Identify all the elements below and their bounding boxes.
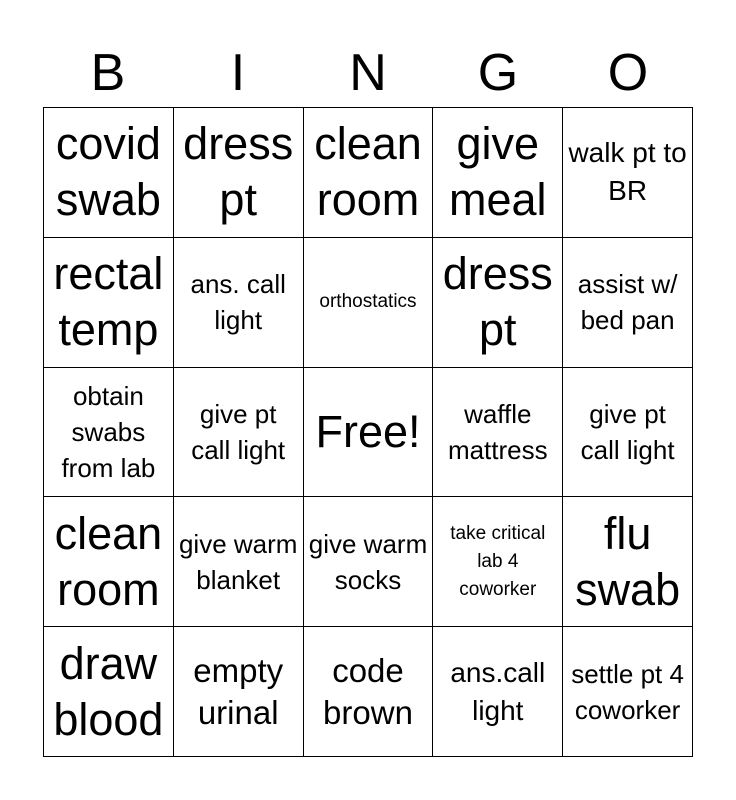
bingo-cell-r1-c5[interactable] bbox=[563, 108, 693, 238]
bingo-cell-r5-c2[interactable] bbox=[174, 627, 304, 757]
bingo-cell-r2-c1[interactable] bbox=[44, 238, 174, 368]
bingo-cell-r4-c2[interactable] bbox=[174, 497, 304, 627]
bingo-cell-r1-c2[interactable] bbox=[174, 108, 304, 238]
cell-label: orthostatics bbox=[319, 291, 417, 313]
bingo-cell-r4-c1[interactable] bbox=[44, 497, 174, 627]
bingo-cell-r1-c3[interactable] bbox=[304, 108, 434, 238]
cell-label: flu swab bbox=[575, 507, 681, 615]
cell-label: clean room bbox=[54, 507, 163, 615]
bingo-cell-r3-c2[interactable] bbox=[174, 368, 304, 498]
header-letter-i: I bbox=[230, 44, 246, 102]
cell-label: give warm blanket bbox=[178, 528, 298, 595]
bingo-cell-r1-c4[interactable] bbox=[433, 108, 563, 238]
cell-label: ans.call light bbox=[450, 656, 546, 726]
bingo-cell-r5-c3[interactable] bbox=[304, 627, 434, 757]
cell-label: assist w/ bed pan bbox=[577, 269, 678, 336]
header-letter-n: N bbox=[349, 44, 387, 102]
cell-label: give meal bbox=[449, 118, 547, 226]
free-space-label: Free! bbox=[315, 405, 421, 457]
bingo-cell-r5-c4[interactable] bbox=[433, 627, 563, 757]
bingo-cell-r4-c5[interactable] bbox=[563, 497, 693, 627]
cell-label: code brown bbox=[323, 651, 413, 731]
cell-label: empty urinal bbox=[193, 651, 284, 731]
cell-label: take critical lab 4 coworker bbox=[450, 522, 546, 600]
bingo-cell-r4-c3[interactable] bbox=[304, 497, 434, 627]
cell-label: covid swab bbox=[55, 118, 161, 226]
cell-label: draw blood bbox=[53, 637, 164, 745]
bingo-cell-r1-c1[interactable] bbox=[44, 108, 174, 238]
cell-label: give pt call light bbox=[191, 398, 286, 465]
bingo-cell-r5-c5[interactable] bbox=[563, 627, 693, 757]
header-letter-b: B bbox=[90, 44, 126, 102]
cell-label: settle pt 4 coworker bbox=[571, 658, 684, 725]
bingo-cell-r3-c5[interactable] bbox=[563, 368, 693, 498]
bingo-header bbox=[43, 40, 693, 106]
header-letter-o: O bbox=[607, 44, 649, 102]
bingo-cell-r4-c4[interactable] bbox=[433, 497, 563, 627]
cell-label: waffle mattress bbox=[447, 398, 548, 465]
bingo-cell-r3-c3-free[interactable] bbox=[304, 368, 434, 498]
bingo-grid bbox=[43, 107, 693, 757]
cell-label: dress pt bbox=[183, 118, 294, 226]
cell-label: walk pt to BR bbox=[568, 137, 687, 207]
cell-label: dress pt bbox=[442, 248, 553, 356]
cell-label: give warm socks bbox=[308, 528, 428, 595]
cell-label: ans. call light bbox=[190, 269, 286, 336]
header-letter-g: G bbox=[477, 44, 519, 102]
bingo-cell-r3-c4[interactable] bbox=[433, 368, 563, 498]
bingo-cell-r2-c3[interactable] bbox=[304, 238, 434, 368]
bingo-cell-r5-c1[interactable] bbox=[44, 627, 174, 757]
cell-label: obtain swabs from lab bbox=[61, 380, 156, 483]
bingo-cell-r2-c2[interactable] bbox=[174, 238, 304, 368]
bingo-cell-r3-c1[interactable] bbox=[44, 368, 174, 498]
cell-label: rectal temp bbox=[53, 248, 164, 356]
bingo-cell-r2-c5[interactable] bbox=[563, 238, 693, 368]
cell-label: clean room bbox=[314, 118, 422, 226]
bingo-cell-r2-c4[interactable] bbox=[433, 238, 563, 368]
cell-label: give pt call light bbox=[580, 398, 675, 465]
